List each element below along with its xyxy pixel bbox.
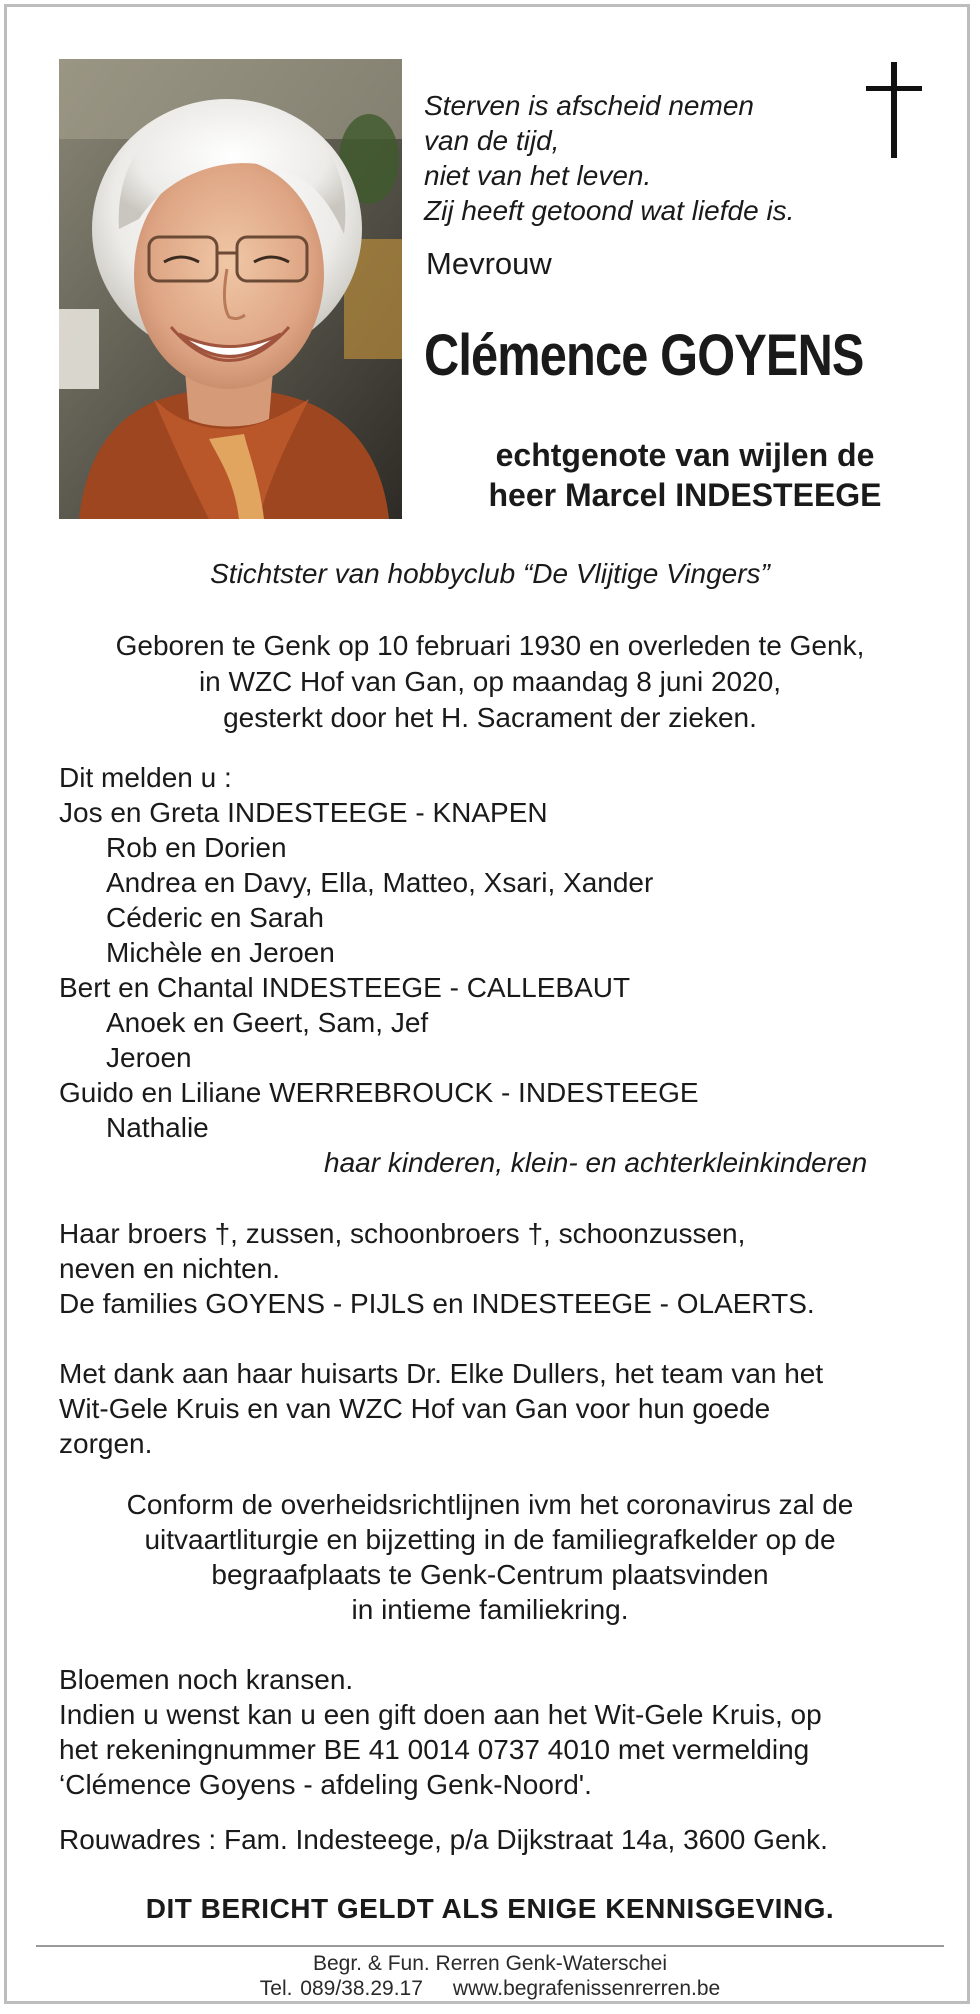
relatives-line-1: Haar broers †, zussen, schoonbroers †, schoonzussen, [59,1218,746,1249]
family-member-line: Nathalie [106,1112,209,1143]
birth-death-info [40,628,940,736]
family-member-line: Bert en Chantal INDESTEEGE - CALLEBAUT [59,972,631,1003]
family-member-line: Michèle en Jeroen [106,937,335,968]
flowers-paragraph [59,1662,822,1802]
family-member-line: Jeroen [106,1042,192,1073]
funeral-home-phone: Tel. 089/38.29.17 [259,1977,423,2000]
relatives-paragraph [59,1216,815,1321]
cross-icon [866,62,922,158]
poem-line: Sterven is afscheid nemen [424,90,754,121]
family-intro: Dit melden u : [59,762,232,793]
funeral-home-name: Begr. & Fun. Rerren Genk-Waterschei [312,1952,668,1975]
spouse-line [420,435,950,515]
poem-line: van de tijd, [424,125,560,156]
corona-line-3: begraafplaats te Genk-Centrum plaatsvinden [211,1559,769,1590]
flowers-line-1: Bloemen noch kransen. [59,1664,354,1695]
poem-line: niet van het leven. [424,160,652,191]
salutation: Mevrouw [426,246,552,281]
funeral-home-contact [40,1977,940,2001]
thanks-paragraph [59,1356,823,1461]
flowers-line-3: het rekeningnummer BE 41 0014 0737 4010 met vermelding [59,1734,810,1765]
family-list [59,760,868,1180]
corona-line-4: in intieme familiekring. [351,1594,629,1625]
club-line: Stichtster van hobbyclub “De Vlijtige Vingers” [210,558,770,589]
relatives-line-3: De families GOYENS - PIJLS en INDESTEEGE - OLAERTS. [59,1288,815,1319]
family-member-line: Anoek en Geert, Sam, Jef [106,1007,429,1038]
relatives-line-2: neven en nichten. [59,1253,281,1284]
thanks-line-1: Met dank aan haar huisarts Dr. Elke Dullers, het team van het [59,1358,824,1389]
thanks-line-2: Wit-Gele Kruis en van WZC Hof van Gan voor hun goede [59,1393,771,1424]
thanks-line-3: zorgen. [59,1428,153,1459]
corona-line-1: Conform de overheidsrichtlijnen ivm het coronavirus zal de [126,1489,854,1520]
spouse-line-2: heer Marcel INDESTEEGE [488,477,882,513]
corona-line-2: uitvaartliturgie en bijzetting in de familiegrafkelder op de [144,1524,836,1555]
family-member-line: Guido en Liliane WERREBROUCK - INDESTEEGE [59,1077,699,1108]
deceased-name: Clémence GOYENS [424,323,864,388]
family-member-line: Andrea en Davy, Ella, Matteo, Xsari, Xander [106,867,654,898]
flowers-line-4: ‘Clémence Goyens - afdeling Genk-Noord'. [59,1769,592,1800]
family-member-line: Céderic en Sarah [106,902,324,933]
spouse-line-1: echtgenote van wijlen de [495,437,875,473]
birth-line-3: gesterkt door het H. Sacrament der zieken. [223,702,757,733]
notice-line: DIT BERICHT GELDT ALS ENIGE KENNISGEVING. [145,1893,835,1924]
portrait-photo [59,59,402,519]
mourning-address: Rouwadres : Fam. Indesteege, p/a Dijkstraat 14a, 3600 Genk. [59,1824,828,1855]
funeral-home-website[interactable]: www.begrafenissenrerren.be [452,1977,721,2000]
poem-line: Zij heeft getoond wat liefde is. [424,195,795,226]
corona-paragraph [40,1487,940,1627]
birth-line-1: Geboren te Genk op 10 februari 1930 en overleden te Genk, [115,630,865,661]
family-member-line: Jos en Greta INDESTEEGE - KNAPEN [59,797,548,828]
flowers-line-2: Indien u wenst kan u een gift doen aan het Wit-Gele Kruis, op [59,1699,822,1730]
family-closing: haar kinderen, klein- en achterkleinkinderen [324,1147,868,1178]
family-member-line: Rob en Dorien [106,832,287,863]
birth-line-2: in WZC Hof van Gan, op maandag 8 juni 2020, [198,666,782,697]
poem [424,88,794,228]
footer-divider [36,1945,944,1947]
